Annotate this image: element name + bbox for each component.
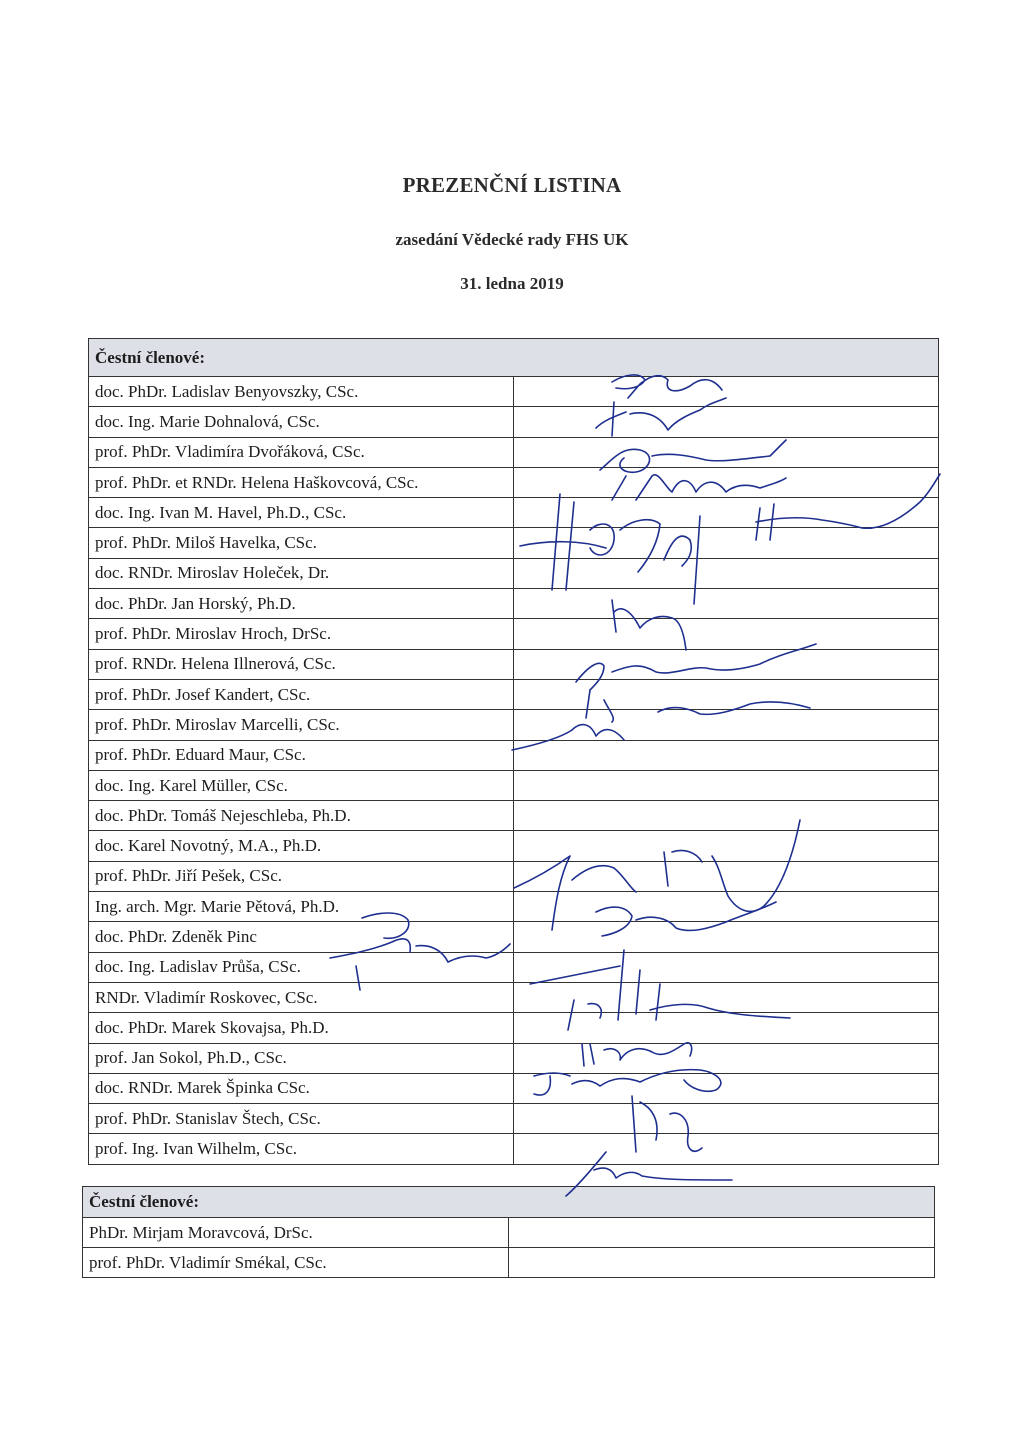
member-name: prof. Jan Sokol, Ph.D., CSc. xyxy=(89,1043,514,1073)
member-name: prof. PhDr. Miroslav Marcelli, CSc. xyxy=(89,710,514,740)
member-row xyxy=(89,589,939,619)
member-name: prof. PhDr. Miroslav Hroch, DrSc. xyxy=(89,619,514,649)
member-row xyxy=(89,1013,939,1043)
signature-cell xyxy=(514,1073,939,1103)
member-row xyxy=(89,377,939,407)
member-name: RNDr. Vladimír Roskovec, CSc. xyxy=(89,982,514,1012)
signature-cell xyxy=(514,619,939,649)
member-name: doc. Ing. Marie Dohnalová, CSc. xyxy=(89,407,514,437)
signature-cell xyxy=(514,710,939,740)
signature-cell xyxy=(514,589,939,619)
member-name: prof. PhDr. Vladimír Smékal, CSc. xyxy=(83,1248,509,1278)
member-name: prof. RNDr. Helena Illnerová, CSc. xyxy=(89,649,514,679)
member-name: Ing. arch. Mgr. Marie Pětová, Ph.D. xyxy=(89,892,514,922)
signature-cell xyxy=(514,1013,939,1043)
member-row xyxy=(89,831,939,861)
member-name: doc. PhDr. Zdeněk Pinc xyxy=(89,922,514,952)
member-row xyxy=(89,528,939,558)
member-row xyxy=(89,892,939,922)
signature-cell xyxy=(514,679,939,709)
signature-cell xyxy=(514,437,939,467)
member-name: prof. PhDr. Stanislav Štech, CSc. xyxy=(89,1104,514,1134)
member-name: doc. Ing. Ladislav Průša, CSc. xyxy=(89,952,514,982)
signature-cell xyxy=(514,861,939,891)
signature-cell xyxy=(514,770,939,800)
member-row xyxy=(89,1134,939,1164)
member-row xyxy=(89,1043,939,1073)
signature-cell xyxy=(514,377,939,407)
document-date: 31. ledna 2019 xyxy=(460,274,564,293)
signature-cell xyxy=(514,407,939,437)
member-row xyxy=(89,710,939,740)
member-row xyxy=(89,558,939,588)
signature-cell xyxy=(514,831,939,861)
signature-cell xyxy=(514,528,939,558)
signature-cell xyxy=(514,922,939,952)
member-name: doc. Ing. Ivan M. Havel, Ph.D., CSc. xyxy=(89,498,514,528)
signature-cell xyxy=(514,740,939,770)
signature-cell xyxy=(514,498,939,528)
member-row xyxy=(89,467,939,497)
member-row xyxy=(89,407,939,437)
member-name: doc. PhDr. Marek Skovajsa, Ph.D. xyxy=(89,1013,514,1043)
member-row xyxy=(89,649,939,679)
member-name: prof. PhDr. Vladimíra Dvořáková, CSc. xyxy=(89,437,514,467)
member-row xyxy=(83,1248,935,1278)
member-row xyxy=(89,952,939,982)
section-header: Čestní členové: xyxy=(89,339,939,377)
member-row xyxy=(89,770,939,800)
member-row xyxy=(89,498,939,528)
attendance-table-secondary xyxy=(82,1186,935,1278)
signature-cell xyxy=(514,558,939,588)
member-row xyxy=(83,1218,935,1248)
signature-cell xyxy=(514,1043,939,1073)
section-header-row xyxy=(89,339,939,377)
member-name: doc. Ing. Karel Müller, CSc. xyxy=(89,770,514,800)
member-row xyxy=(89,1073,939,1103)
member-name: prof. PhDr. Miloš Havelka, CSc. xyxy=(89,528,514,558)
member-name: doc. PhDr. Jan Horský, Ph.D. xyxy=(89,589,514,619)
signature-cell xyxy=(514,1104,939,1134)
member-row xyxy=(89,1104,939,1134)
member-row xyxy=(89,801,939,831)
signature-cell xyxy=(509,1218,935,1248)
member-name: PhDr. Mirjam Moravcová, DrSc. xyxy=(83,1218,509,1248)
attendance-table-main xyxy=(88,338,939,1165)
signature-cell xyxy=(509,1248,935,1278)
member-name: prof. PhDr. et RNDr. Helena Haškovcová, CSc. xyxy=(89,467,514,497)
member-name: prof. PhDr. Eduard Maur, CSc. xyxy=(89,740,514,770)
signature-cell xyxy=(514,649,939,679)
section-header: Čestní členové: xyxy=(83,1187,935,1218)
member-name: doc. RNDr. Miroslav Holeček, Dr. xyxy=(89,558,514,588)
member-row xyxy=(89,922,939,952)
member-row xyxy=(89,982,939,1012)
member-name: doc. PhDr. Ladislav Benyovszky, CSc. xyxy=(89,377,514,407)
signature-cell xyxy=(514,1134,939,1164)
member-name: prof. Ing. Ivan Wilhelm, CSc. xyxy=(89,1134,514,1164)
document-subtitle: zasedání Vědecké rady FHS UK xyxy=(395,230,629,249)
signature-cell xyxy=(514,952,939,982)
section-header-row xyxy=(83,1187,935,1218)
member-row xyxy=(89,619,939,649)
member-row xyxy=(89,861,939,891)
member-name: doc. RNDr. Marek Špinka CSc. xyxy=(89,1073,514,1103)
signature-cell xyxy=(514,892,939,922)
member-row xyxy=(89,437,939,467)
member-name: prof. PhDr. Jiří Pešek, CSc. xyxy=(89,861,514,891)
member-name: doc. PhDr. Tomáš Nejeschleba, Ph.D. xyxy=(89,801,514,831)
signature-cell xyxy=(514,801,939,831)
signature-cell xyxy=(514,467,939,497)
member-row xyxy=(89,740,939,770)
signature-cell xyxy=(514,982,939,1012)
member-name: prof. PhDr. Josef Kandert, CSc. xyxy=(89,679,514,709)
member-row xyxy=(89,679,939,709)
document-title: PREZENČNÍ LISTINA xyxy=(402,173,622,197)
member-name: doc. Karel Novotný, M.A., Ph.D. xyxy=(89,831,514,861)
